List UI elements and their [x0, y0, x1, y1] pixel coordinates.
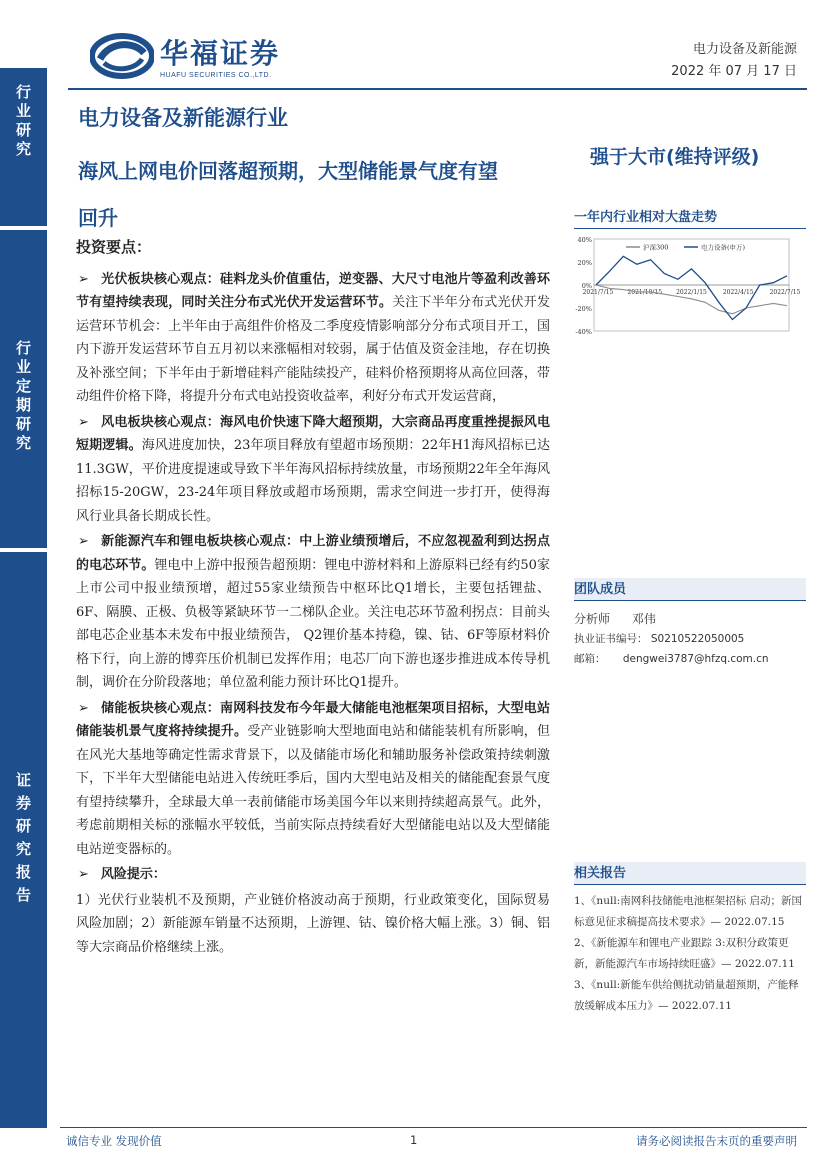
- company-logo: [90, 32, 280, 79]
- point-bold: 光伏板块核心观点：硅料龙头价值重估，逆变器、大尺寸电池片等盈利改善环节有望持续表现，同时关注分布式光伏开发运营环节。: [76, 271, 550, 310]
- logo-name-cn: 华福证券: [160, 37, 281, 70]
- logo-mark-icon: [90, 33, 154, 79]
- point-storage: [76, 697, 550, 862]
- sidebar-label-1: 行业研究: [14, 84, 32, 160]
- rating-label: 强于大市(维持评级): [590, 146, 760, 168]
- related-reports-panel: [574, 862, 806, 1017]
- relative-performance-chart: [574, 235, 806, 350]
- series-line-1: [596, 256, 787, 319]
- y-tick-label: -40%: [575, 328, 592, 336]
- investment-summary: [76, 236, 550, 961]
- point-bold: 新能源汽车和锂电板块核心观点：中上游业绩预增后，不应忽视盈利到达拐点的电芯环节。: [76, 534, 550, 573]
- sidebar-block-periodic-research: [0, 230, 47, 548]
- risk-label: 风险提示：: [100, 867, 166, 882]
- footer-divider: [60, 1127, 807, 1128]
- related-item[interactable]: 1、《null:南网科技储能电池框架招标 启动；新国标意见征求稿提高技术要求》— 2022.07.15: [574, 895, 803, 928]
- point-ev-battery: [76, 530, 550, 695]
- email-value: dengwei3787@hfzq.com.cn: [622, 653, 769, 665]
- cert-number: S0210522050005: [650, 633, 745, 645]
- point-bold: 储能板块核心观点：南网科技发布今年最大储能电池框架项目招标，大型电站储能装机景气度将持续提升。: [76, 700, 550, 739]
- chart-panel-title: 一年内行业相对大盘走势: [574, 206, 806, 229]
- x-tick-label: 2022/4/15: [722, 289, 754, 296]
- sidebar-block-industry-research: [0, 68, 47, 226]
- point-text: 受产业链影响大型地面电站和储能装机有所影响，但在风光大基地等确定性需求背景下，以及储能市场化和辅助服务补偿政策持续刺激下，下半年大型储能电站进入传统旺季后，国内大型电站及相关的储能配套景气度有望持续攀升，全球最大单一表前储能市场美国今年以来則持续超高景气。此外，考虑前期相关标的涨幅水平较低，当前实际点持续看好大型储能电站以及大型储能电站逆变器标的。: [76, 724, 550, 857]
- risk-heading: [76, 863, 550, 887]
- footer-disclaimer: 请务必阅读报告末页的重要声明: [636, 1134, 797, 1148]
- investment-heading: 投资要点：: [76, 238, 152, 256]
- point-text: 海风进度加快，23年项目释放有望超市场预期：22年H1海风招标已达11.3GW，平价进度提速或导致下半年海风招标持续放量，市场预期22年全年海风招标15-20GW，23-24年项目释放或超市场预期，需求空间进一步打开，使得海风行业具备长期成长性。: [76, 438, 550, 524]
- cert-label: 执业证书编号：: [574, 633, 648, 645]
- y-tick-label: 20%: [577, 259, 592, 267]
- email-label: 邮箱：: [574, 653, 606, 665]
- team-info: [574, 609, 806, 669]
- team-title: 团队成员: [574, 578, 806, 601]
- related-list: [574, 891, 806, 1017]
- cert-row: [574, 629, 806, 649]
- report-title: [78, 148, 548, 242]
- footer-slogan: 诚信专业 发现价值: [66, 1134, 162, 1148]
- arrow-bullet-icon: ➢: [78, 867, 89, 882]
- y-tick-label: 0%: [581, 282, 592, 290]
- related-item[interactable]: 3、《null:新能车供给侧扰动销量超预期，产能释放缓解成本压力》— 2022.07.11: [574, 979, 799, 1012]
- analyst-role: 分析师: [574, 612, 611, 626]
- header-date: 2022 年 07 月 17 日: [671, 64, 797, 79]
- sidebar-label-2: 行业定期研究: [14, 340, 32, 454]
- logo-name-en: HUAFU SECURITIES CO.,LTD.: [160, 72, 272, 79]
- arrow-bullet-icon: ➢: [78, 271, 89, 287]
- industry-title: 电力设备及新能源行业: [78, 106, 288, 130]
- sidebar-block-securities-report: [0, 552, 47, 1128]
- email-row: [574, 649, 806, 669]
- header-category: 电力设备及新能源: [692, 42, 797, 57]
- header-divider: [68, 88, 807, 90]
- x-tick-label: 2022/7/15: [769, 289, 801, 296]
- point-bold: 风电板块核心观点：海风电价快速下降大超预期，大宗商品再度重挫提振风电短期逻辑。: [76, 414, 550, 453]
- point-pv: [76, 268, 550, 409]
- report-title-line-1: 海风上网电价回落超预期，大型储能景气度有望: [78, 159, 498, 183]
- x-tick-label: 2022/1/15: [676, 289, 707, 296]
- point-text: 关注下半年分布式光伏开发运营环节机会：上半年由于高组件价格及二季度疫情影响部分分布式项目开工，国内下游开发运营环节自五月初以来涨幅相对较弱，属于估值及资金洼地，存在切换及补涨空间；下半年由于新增硅料产能陆续投产，硅料价格预期将从高位回落，带动组件价格下降，将提升分布式电站投资收益率，利好分布式开发运营商，: [76, 295, 550, 404]
- arrow-bullet-icon: ➢: [78, 414, 89, 430]
- team-panel: [574, 578, 806, 669]
- legend-label: 电力设备(申万): [701, 243, 746, 252]
- y-tick-label: -20%: [575, 305, 592, 313]
- analyst-row: [574, 609, 806, 629]
- analyst-name: 邓伟: [631, 612, 656, 626]
- related-title: 相关报告: [574, 862, 806, 885]
- arrow-bullet-icon: ➢: [78, 700, 89, 716]
- related-item[interactable]: 2、《新能源车和锂电产业跟踪 3:双积分政策更新，新能源汽车市场持续旺盛》— 2022.07.11: [574, 937, 795, 970]
- x-tick-label: 2021/7/15: [582, 289, 614, 296]
- point-wind: [76, 411, 550, 529]
- y-tick-label: 40%: [577, 236, 592, 244]
- page-number: 1: [410, 1133, 418, 1147]
- sidebar-label-3: 证券研究报告: [14, 772, 32, 910]
- risk-text: 1）光伏行业装机不及预期，产业链价格波动高于预期，行业政策变化，国际贸易风险加剧；2）新能源车销量不达预期，上游锂、钴、镍价格大幅上涨。3）铜、铝等大宗商品价格继续上涨。: [76, 892, 550, 955]
- arrow-bullet-icon: ➢: [78, 534, 89, 549]
- chart-panel: [574, 206, 806, 350]
- legend-label: 沪深300: [643, 243, 669, 252]
- report-title-line-2: 回升: [78, 206, 118, 230]
- point-text: 锂电中上游中报预告超预期：锂电中游材料和上游原料已经有约50家上市公司中报业绩预增，超过55家业绩预告中枢环比Q1增长，主要包括锂盐、6F、隔膜、正极、负极等紧缺环节一二梯队企业。关注电芯环节盈利拐点：目前头部电芯企业基本未发布中报业绩预告， Q2锂价基本持稳，镍、钴、6F等原材料价格下行，向上游的博弈压价机制已发挥作用；电芯厂向下游也逐步推进成本传导机制，调价在分阶段落地；单位盈利能力预计环比Q1提升。: [76, 557, 550, 690]
- x-tick-label: 2021/10/15: [627, 289, 663, 296]
- sidebar: [0, 68, 47, 1128]
